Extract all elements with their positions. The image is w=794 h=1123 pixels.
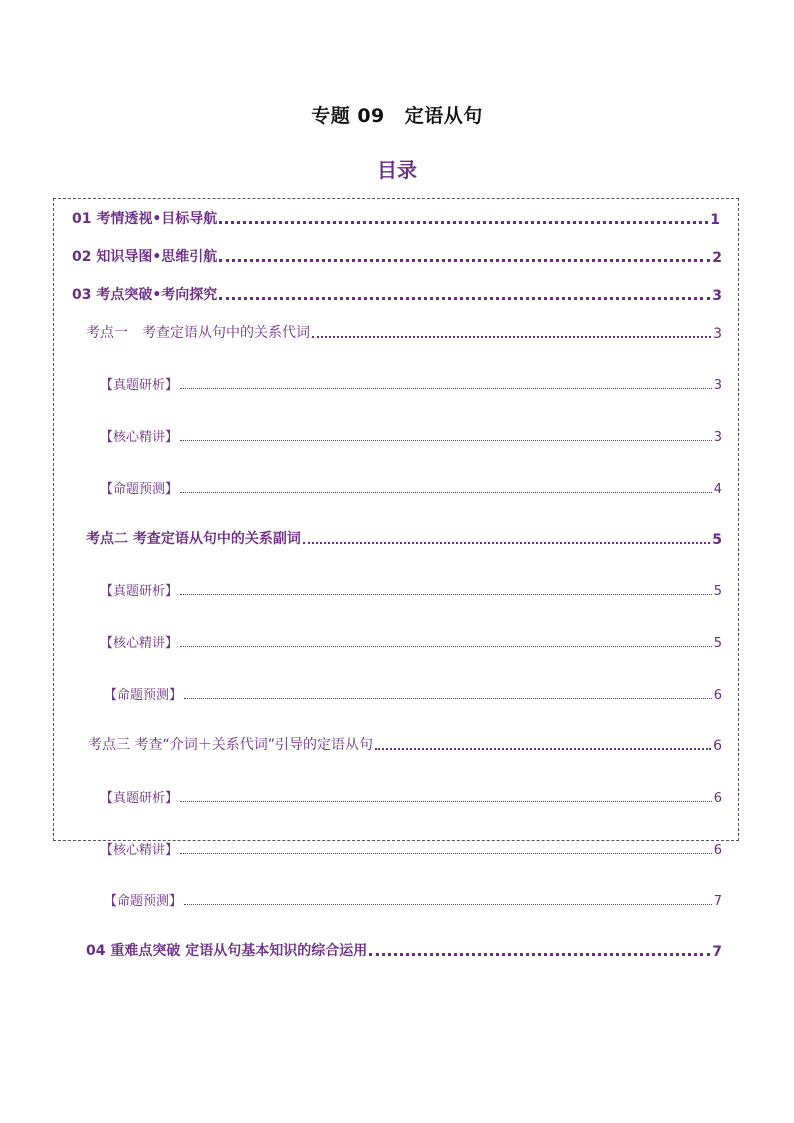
toc-entry-label: 考点一 考查定语从句中的关系代词 xyxy=(86,325,310,341)
toc-leader-dots xyxy=(180,388,712,389)
document-title-number: 专题 09 xyxy=(311,105,385,127)
toc-entry-label: 02 知识导图•思维引航 xyxy=(72,249,218,265)
toc-entry-page: 6 xyxy=(713,738,722,754)
toc-entry-label: 【命题预测】 xyxy=(100,482,179,497)
toc-entry-label: 04 重难点突破 定语从句基本知识的综合运用 xyxy=(86,943,368,959)
toc-entry-page: 5 xyxy=(713,584,722,599)
toc-leader-dots xyxy=(375,748,711,750)
toc-entry-page: 3 xyxy=(712,288,722,304)
toc-entry-label: 【命题预测】 xyxy=(104,688,183,703)
toc-heading: 目录 xyxy=(377,158,417,182)
toc-entry-kaodian-3[interactable] xyxy=(88,734,722,754)
toc-entry-kaodian-1[interactable] xyxy=(86,322,722,342)
toc-entry-page: 5 xyxy=(713,636,722,651)
toc-entry-page: 2 xyxy=(712,250,722,266)
toc-leader-dots xyxy=(303,542,710,544)
toc-entry-page: 3 xyxy=(713,430,722,445)
toc-entry-page: 3 xyxy=(713,326,722,342)
toc-entry-kaodian-2-yuce[interactable] xyxy=(104,683,722,703)
toc-entry-label: 【命题预测】 xyxy=(104,894,183,909)
toc-entry-04[interactable] xyxy=(86,940,722,960)
toc-leader-dots xyxy=(312,336,711,338)
toc-entry-page: 6 xyxy=(713,688,722,703)
toc-entry-label: 【核心精讲】 xyxy=(100,430,179,445)
toc-entry-page: 7 xyxy=(712,944,722,960)
toc-entry-label: 【核心精讲】 xyxy=(100,843,179,858)
toc-entry-kaodian-3-zhenti[interactable] xyxy=(100,786,722,806)
toc-entry-page: 6 xyxy=(713,843,722,858)
toc-leader-dots xyxy=(180,594,712,595)
toc-leader-dots xyxy=(180,646,712,647)
toc-entry-page: 5 xyxy=(712,532,722,548)
toc-entry-kaodian-2-zhenti[interactable] xyxy=(100,579,722,599)
toc-entry-page: 7 xyxy=(713,894,722,909)
toc-entry-kaodian-2[interactable] xyxy=(86,528,722,548)
toc-leader-dots xyxy=(219,259,710,262)
toc-entry-label: 03 考点突破•考向探究 xyxy=(72,287,218,303)
toc-entry-01[interactable] xyxy=(72,208,720,228)
toc-leader-dots xyxy=(219,297,710,300)
toc-leader-dots xyxy=(219,221,708,224)
toc-leader-dots xyxy=(180,440,712,441)
toc-entry-label: 考点三 考查“介词＋关系代词”引导的定语从句 xyxy=(88,737,373,753)
toc-entry-kaodian-2-hexin[interactable] xyxy=(100,631,722,651)
toc-entry-kaodian-1-zhenti[interactable] xyxy=(100,373,722,393)
toc-leader-dots xyxy=(180,801,712,802)
toc-leader-dots xyxy=(184,904,712,905)
toc-entry-label: 【真题研析】 xyxy=(100,584,179,599)
document-title xyxy=(0,101,794,128)
toc-entry-page: 6 xyxy=(713,791,722,806)
toc-entry-page: 1 xyxy=(710,212,720,228)
toc-leader-dots xyxy=(180,853,712,854)
toc-entry-page: 3 xyxy=(713,378,722,393)
toc-entry-label: 【核心精讲】 xyxy=(100,636,179,651)
toc-entry-kaodian-1-hexin[interactable] xyxy=(100,425,722,445)
toc-entry-label: 【真题研析】 xyxy=(100,378,179,393)
document-title-topic: 定语从句 xyxy=(404,105,483,127)
toc-entry-page: 4 xyxy=(713,482,722,497)
toc-entry-03[interactable] xyxy=(72,284,722,304)
toc-leader-dots xyxy=(180,492,712,493)
toc-entry-02[interactable] xyxy=(72,246,722,266)
toc-leader-dots xyxy=(184,698,712,699)
toc-entry-label: 01 考情透视•目标导航 xyxy=(72,211,218,227)
toc-entry-kaodian-1-yuce[interactable] xyxy=(100,477,722,497)
toc-entry-kaodian-3-hexin[interactable] xyxy=(100,838,722,858)
toc-entry-label: 【真题研析】 xyxy=(100,791,179,806)
toc-entry-kaodian-3-yuce[interactable] xyxy=(104,889,722,909)
toc-entry-label: 考点二 考查定语从句中的关系副词 xyxy=(86,531,301,547)
toc-leader-dots xyxy=(369,953,710,956)
